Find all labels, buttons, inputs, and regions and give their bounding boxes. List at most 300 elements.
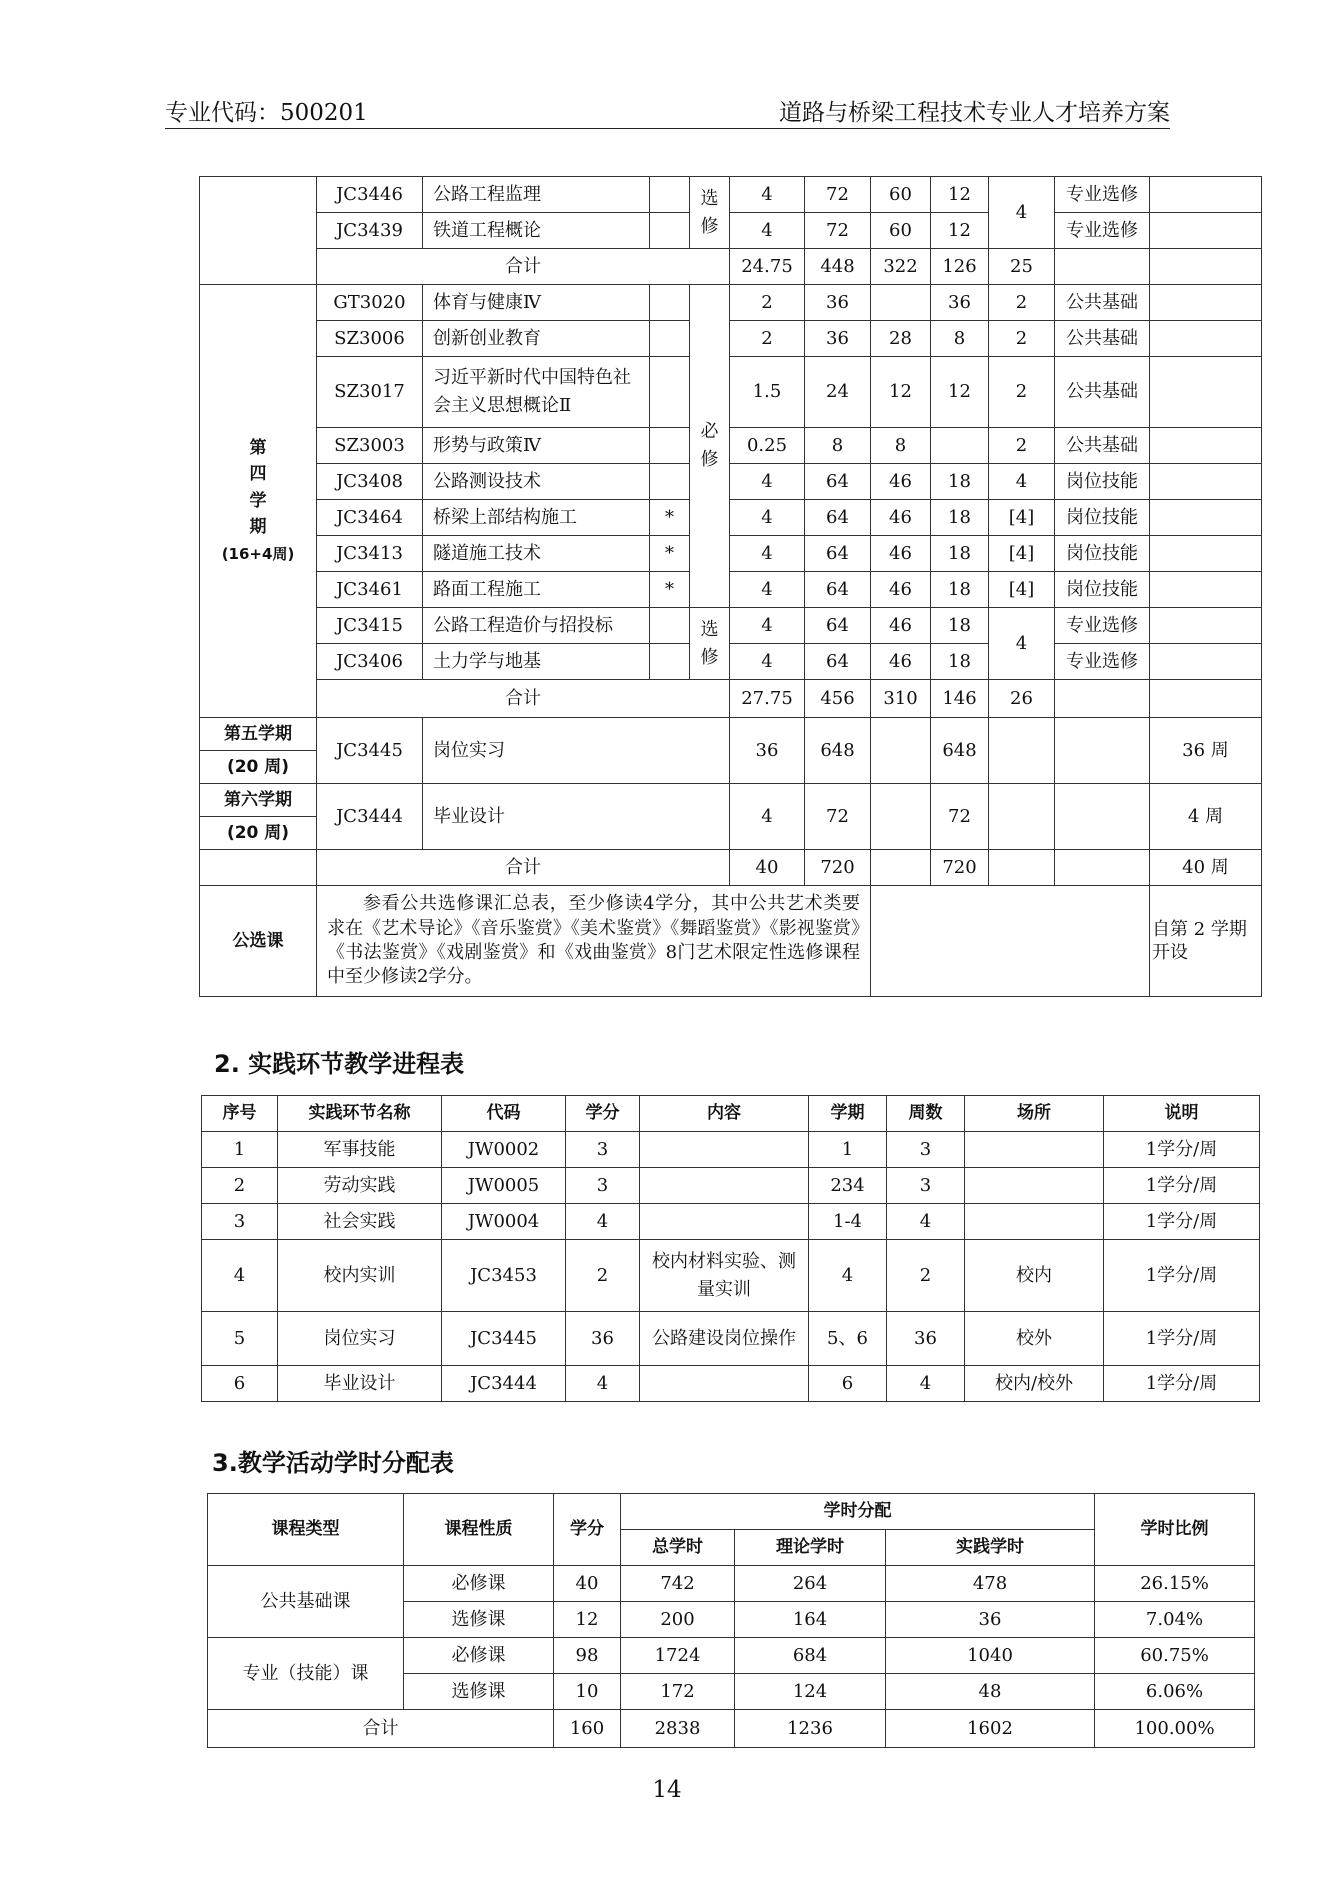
table-cell <box>200 850 317 886</box>
table-cell: 124 <box>735 1674 886 1710</box>
table-row <box>200 572 1262 608</box>
table-row <box>200 608 1262 644</box>
table-cell: 64 <box>805 536 871 572</box>
table-cell: 公路工程监理 <box>423 177 650 213</box>
table-cell: 2 <box>202 1168 278 1204</box>
table-cell: 专业选修 <box>1055 608 1150 644</box>
table-cell: 12 <box>871 357 931 428</box>
table-cell: 12 <box>931 177 989 213</box>
cell-text: 修 <box>700 215 719 237</box>
table-cell: JC3445 <box>317 718 423 784</box>
cell-text: 选 <box>700 187 719 209</box>
table-cell: 路面工程施工 <box>423 572 650 608</box>
table-cell: 26 <box>989 680 1055 718</box>
table-cell: 实践环节名称 <box>278 1096 442 1132</box>
table-cell: 26.15% <box>1095 1566 1255 1602</box>
page-header <box>165 94 1170 129</box>
table-cell: 18 <box>931 608 989 644</box>
table-cell <box>690 177 730 249</box>
table-cell: 校内材料实验、测量实训 <box>640 1240 809 1312</box>
table-cell: 18 <box>931 644 989 680</box>
table-cell: 684 <box>735 1638 886 1674</box>
table-cell <box>1150 285 1262 321</box>
table-cell: JC3408 <box>317 464 423 500</box>
table-cell: 实践学时 <box>886 1530 1095 1566</box>
table-cell: 军事技能 <box>278 1132 442 1168</box>
table-cell: 8 <box>871 428 931 464</box>
cell-text: 学 <box>249 490 267 511</box>
table-cell: 公路建设岗位操作 <box>640 1312 809 1366</box>
table-cell: JW0002 <box>442 1132 566 1168</box>
table-cell: [4] <box>989 536 1055 572</box>
table-cell: 64 <box>805 500 871 536</box>
table-cell: 合计 <box>317 680 730 718</box>
table-row <box>200 536 1262 572</box>
table-cell: 12 <box>931 357 989 428</box>
table-row <box>200 428 1262 464</box>
table-cell: 4 <box>989 608 1055 680</box>
table-cell: 校外 <box>965 1312 1104 1366</box>
table-cell: 习近平新时代中国特色社会主义思想概论Ⅱ <box>423 357 650 428</box>
table-cell <box>1150 428 1262 464</box>
table-row <box>202 1366 1260 1402</box>
table-cell: 1学分/周 <box>1104 1168 1260 1204</box>
table-cell <box>650 177 690 213</box>
table-cell: 648 <box>805 718 871 784</box>
table-row <box>200 644 1262 680</box>
table-row <box>202 1240 1260 1312</box>
table-cell: 合计 <box>208 1710 554 1748</box>
table-cell: 46 <box>871 608 931 644</box>
table-cell: 公选课 <box>200 886 317 997</box>
table-cell: 学时分配 <box>621 1494 1095 1530</box>
table-cell: 合计 <box>317 249 730 285</box>
table-cell: 公共基础 <box>1055 357 1150 428</box>
table-cell: 公路测设技术 <box>423 464 650 500</box>
table-cell <box>650 213 690 249</box>
table-header <box>202 1096 1260 1132</box>
table-cell: 校内实训 <box>278 1240 442 1312</box>
table-cell: 公共基础 <box>1055 321 1150 357</box>
table-cell <box>650 285 690 321</box>
table-cell: 6.06% <box>1095 1674 1255 1710</box>
semester-6-label: 第六学期 <box>200 784 317 817</box>
table-cell <box>871 718 931 784</box>
table-cell <box>650 428 690 464</box>
table-cell: 1.5 <box>730 357 805 428</box>
table-cell: [4] <box>989 572 1055 608</box>
table-cell: 场所 <box>965 1096 1104 1132</box>
table-cell <box>650 644 690 680</box>
table-cell <box>650 357 690 428</box>
table-cell: 4 <box>730 784 805 850</box>
table-cell: 27.75 <box>730 680 805 718</box>
subtotal-row <box>200 850 1262 886</box>
subtotal-row <box>200 680 1262 718</box>
table-cell: 专业选修 <box>1055 177 1150 213</box>
table-cell <box>650 321 690 357</box>
table-cell <box>640 1366 809 1402</box>
table-cell: 25 <box>989 249 1055 285</box>
subtotal-row <box>200 249 1262 285</box>
table-cell: JC3461 <box>317 572 423 608</box>
table-cell: 46 <box>871 536 931 572</box>
table-cell: 456 <box>805 680 871 718</box>
document-title: 道路与桥梁工程技术专业人才培养方案 <box>779 100 1170 126</box>
table-cell: 1236 <box>735 1710 886 1748</box>
semester-4-label <box>200 285 317 718</box>
table-cell: 公路工程造价与招投标 <box>423 608 650 644</box>
table-cell: 0.25 <box>730 428 805 464</box>
table-cell <box>931 428 989 464</box>
table-cell <box>989 718 1055 784</box>
table-cell: 课程类型 <box>208 1494 404 1566</box>
table-cell: 学期 <box>809 1096 887 1132</box>
table-cell: 毕业设计 <box>278 1366 442 1402</box>
table-cell: SZ3006 <box>317 321 423 357</box>
table-cell: 12 <box>931 213 989 249</box>
table-cell: 742 <box>621 1566 735 1602</box>
table-cell <box>690 608 730 680</box>
table-cell: 社会实践 <box>278 1204 442 1240</box>
table-cell: 总学时 <box>621 1530 735 1566</box>
table-cell: 4 <box>887 1366 965 1402</box>
table-cell: 8 <box>805 428 871 464</box>
cell-text: 第 <box>249 438 267 459</box>
table-cell: 36 <box>805 321 871 357</box>
table-cell: 6 <box>202 1366 278 1402</box>
table-cell: 铁道工程概论 <box>423 213 650 249</box>
table-cell: 4 <box>887 1204 965 1240</box>
table-row <box>200 718 1262 751</box>
table-cell: 专业选修 <box>1055 644 1150 680</box>
table-cell: 说明 <box>1104 1096 1260 1132</box>
table-row <box>200 357 1262 428</box>
table-cell: SZ3017 <box>317 357 423 428</box>
table-cell: 1040 <box>886 1638 1095 1674</box>
table-cell: 40 <box>554 1566 621 1602</box>
table-cell: 学分 <box>566 1096 640 1132</box>
table-cell: 1学分/周 <box>1104 1240 1260 1312</box>
table-cell: 岗位技能 <box>1055 464 1150 500</box>
table-cell: 岗位技能 <box>1055 536 1150 572</box>
table-cell: 4 <box>566 1366 640 1402</box>
table-cell: JW0004 <box>442 1204 566 1240</box>
table-cell: 岗位实习 <box>278 1312 442 1366</box>
table-cell: 72 <box>805 213 871 249</box>
table-cell: 5、6 <box>809 1312 887 1366</box>
table-cell: 18 <box>931 536 989 572</box>
table-cell: 4 <box>730 644 805 680</box>
table-cell: 36 <box>805 285 871 321</box>
table-cell: 创新创业教育 <box>423 321 650 357</box>
table-cell: 1学分/周 <box>1104 1366 1260 1402</box>
table-cell: 1学分/周 <box>1104 1132 1260 1168</box>
practice-schedule-table <box>201 1095 1260 1402</box>
table-cell: 18 <box>931 572 989 608</box>
table-cell: 校内 <box>965 1240 1104 1312</box>
table-cell: 4 <box>730 536 805 572</box>
table-cell: 2838 <box>621 1710 735 1748</box>
table-cell: JC3444 <box>317 784 423 850</box>
table-cell: 160 <box>554 1710 621 1748</box>
table-cell: 专业选修 <box>1055 213 1150 249</box>
table-cell: 1602 <box>886 1710 1095 1748</box>
table-cell: 劳动实践 <box>278 1168 442 1204</box>
table-cell: 3 <box>566 1168 640 1204</box>
table-cell: 18 <box>931 500 989 536</box>
table-cell: * <box>650 500 690 536</box>
table-cell: 46 <box>871 464 931 500</box>
table-cell: 公共基础 <box>1055 285 1150 321</box>
table-cell: 64 <box>805 608 871 644</box>
table-cell: 264 <box>735 1566 886 1602</box>
table-cell: 必修课 <box>404 1566 554 1602</box>
table-cell <box>650 608 690 644</box>
table-cell: JC3439 <box>317 213 423 249</box>
table-cell: 学时比例 <box>1095 1494 1255 1566</box>
table-cell: 478 <box>886 1566 1095 1602</box>
table-cell <box>1150 644 1262 680</box>
table-cell: 60 <box>871 177 931 213</box>
table-cell: 2 <box>887 1240 965 1312</box>
table-cell: 合计 <box>317 850 730 886</box>
cell-text: 期 <box>249 517 267 538</box>
table-cell: JC3445 <box>442 1312 566 1366</box>
table-cell: 2 <box>730 285 805 321</box>
table-cell: JC3464 <box>317 500 423 536</box>
table-cell: 36 周 <box>1150 718 1262 784</box>
table-cell: 5 <box>202 1312 278 1366</box>
table-cell <box>871 886 1150 997</box>
table-cell: 8 <box>931 321 989 357</box>
table-row <box>208 1566 1255 1602</box>
cell-text: (16+4周) <box>221 544 295 563</box>
table-cell: 2 <box>730 321 805 357</box>
table-cell: 4 <box>730 608 805 644</box>
table-cell: 岗位实习 <box>423 718 730 784</box>
table-cell <box>871 850 931 886</box>
table-row <box>202 1132 1260 1168</box>
table-cell: 720 <box>931 850 989 886</box>
table-cell: 4 <box>730 177 805 213</box>
table-cell: JC3415 <box>317 608 423 644</box>
table-cell: 1-4 <box>809 1204 887 1240</box>
table-cell <box>989 850 1055 886</box>
semester-5-label: 第五学期 <box>200 718 317 751</box>
table-row <box>200 500 1262 536</box>
table-cell: 46 <box>871 572 931 608</box>
table-cell: 公共基础 <box>1055 428 1150 464</box>
table-cell: 2 <box>566 1240 640 1312</box>
table-cell: 126 <box>931 249 989 285</box>
table-cell: 310 <box>871 680 931 718</box>
table-cell: 3 <box>202 1204 278 1240</box>
table-cell: 4 周 <box>1150 784 1262 850</box>
table-cell: JC3444 <box>442 1366 566 1402</box>
table-cell: 序号 <box>202 1096 278 1132</box>
table-cell: 1 <box>809 1132 887 1168</box>
table-cell <box>965 1132 1104 1168</box>
table-cell: 72 <box>805 177 871 213</box>
table-cell: 234 <box>809 1168 887 1204</box>
table-cell: 岗位技能 <box>1055 500 1150 536</box>
table-cell: 4 <box>989 177 1055 249</box>
table-cell: 公共基础课 <box>208 1566 404 1638</box>
table-cell: 1学分/周 <box>1104 1312 1260 1366</box>
table-cell: 36 <box>886 1602 1095 1638</box>
table-cell: 322 <box>871 249 931 285</box>
table-cell <box>989 784 1055 850</box>
table-cell: 2 <box>989 321 1055 357</box>
table-cell: 理论学时 <box>735 1530 886 1566</box>
table-cell: 72 <box>805 784 871 850</box>
hours-allocation-table <box>207 1493 1255 1748</box>
table-cell: JC3446 <box>317 177 423 213</box>
public-elective-description: 参看公共选修课汇总表，至少修读4学分，其中公共艺术类要求在《艺术导论》《音乐鉴赏》《美术鉴赏》《舞蹈鉴赏》《影视鉴赏》《书法鉴赏》《戏剧鉴赏》和《戏曲鉴赏》8门艺术限定性选修课程中至少修读2学分。 <box>317 886 871 997</box>
table-cell: 2 <box>989 428 1055 464</box>
table-cell: 隧道施工技术 <box>423 536 650 572</box>
table-cell: 周数 <box>887 1096 965 1132</box>
table-cell: 64 <box>805 464 871 500</box>
table-cell: (20 周) <box>200 817 317 850</box>
table-cell: * <box>650 572 690 608</box>
major-code: 专业代码：500201 <box>165 100 368 126</box>
cell-text: 必 <box>700 421 719 443</box>
table-cell <box>640 1168 809 1204</box>
table-cell: 72 <box>931 784 989 850</box>
table-cell: 200 <box>621 1602 735 1638</box>
table-cell: 体育与健康Ⅳ <box>423 285 650 321</box>
table-cell: 自第 2 学期开设 <box>1150 886 1262 997</box>
table-cell: 3 <box>887 1132 965 1168</box>
table-cell: 4 <box>730 500 805 536</box>
table-cell: 代码 <box>442 1096 566 1132</box>
table-cell: 648 <box>931 718 989 784</box>
table-cell: 土力学与地基 <box>423 644 650 680</box>
table-cell: 3 <box>566 1132 640 1168</box>
table-cell: 12 <box>554 1602 621 1638</box>
table-cell: 学分 <box>554 1494 621 1566</box>
page-number: 14 <box>652 1777 682 1803</box>
total-row <box>208 1710 1255 1748</box>
table-cell: 4 <box>989 464 1055 500</box>
table-row <box>202 1204 1260 1240</box>
table-cell: 28 <box>871 321 931 357</box>
table-cell: 必修课 <box>404 1638 554 1674</box>
table-cell: 46 <box>871 500 931 536</box>
table-cell: 课程性质 <box>404 1494 554 1566</box>
table-row <box>200 464 1262 500</box>
table-cell: 选修课 <box>404 1602 554 1638</box>
table-cell: 40 周 <box>1150 850 1262 886</box>
table-cell <box>1150 464 1262 500</box>
table-cell <box>1150 680 1262 718</box>
table-cell: 10 <box>554 1674 621 1710</box>
table-cell: 4 <box>730 464 805 500</box>
table-cell: (20 周) <box>200 751 317 784</box>
table-cell <box>1055 249 1150 285</box>
table-cell: 内容 <box>640 1096 809 1132</box>
table-cell: 形势与政策Ⅳ <box>423 428 650 464</box>
cell-text: 修 <box>700 449 719 470</box>
table-cell <box>871 285 931 321</box>
public-elective-row <box>200 886 1262 997</box>
table-cell <box>690 285 730 608</box>
cell-text: 选 <box>700 618 719 640</box>
table-cell: 3 <box>887 1168 965 1204</box>
section-title-practice: 2. 实践环节教学进程表 <box>214 1050 465 1078</box>
table-cell: 校内/校外 <box>965 1366 1104 1402</box>
table-cell: 18 <box>931 464 989 500</box>
table-cell <box>1150 500 1262 536</box>
table-cell <box>200 177 317 285</box>
table-cell: 1724 <box>621 1638 735 1674</box>
table-cell: 1 <box>202 1132 278 1168</box>
table-cell: 桥梁上部结构施工 <box>423 500 650 536</box>
table-cell <box>640 1204 809 1240</box>
table-cell <box>1150 321 1262 357</box>
table-cell: 36 <box>931 285 989 321</box>
table-cell: 专业（技能）课 <box>208 1638 404 1710</box>
table-row <box>202 1312 1260 1366</box>
table-cell: 24 <box>805 357 871 428</box>
table-cell: 60.75% <box>1095 1638 1255 1674</box>
table-cell: 64 <box>805 572 871 608</box>
table-cell: [4] <box>989 500 1055 536</box>
table-cell <box>1150 177 1262 213</box>
table-row <box>200 177 1262 213</box>
table-cell: JC3453 <box>442 1240 566 1312</box>
table-cell <box>1055 850 1150 886</box>
table-cell <box>871 784 931 850</box>
table-cell: 40 <box>730 850 805 886</box>
table-cell: 2 <box>989 285 1055 321</box>
cell-text: 修 <box>700 646 719 668</box>
table-cell: 4 <box>202 1240 278 1312</box>
table-header <box>208 1494 1255 1530</box>
table-cell <box>650 464 690 500</box>
table-cell: 24.75 <box>730 249 805 285</box>
table-cell: 4 <box>809 1240 887 1312</box>
section-title-hours: 3.教学活动学时分配表 <box>212 1449 454 1477</box>
table-row <box>202 1168 1260 1204</box>
table-cell: JC3413 <box>317 536 423 572</box>
table-cell: 60 <box>871 213 931 249</box>
table-cell: 选修课 <box>404 1674 554 1710</box>
table-cell: 4 <box>730 213 805 249</box>
table-cell <box>1150 213 1262 249</box>
table-cell: JC3406 <box>317 644 423 680</box>
table-cell <box>1150 536 1262 572</box>
table-cell: SZ3003 <box>317 428 423 464</box>
table-cell: 164 <box>735 1602 886 1638</box>
table-cell: GT3020 <box>317 285 423 321</box>
table-cell <box>1150 249 1262 285</box>
table-cell: 64 <box>805 644 871 680</box>
table-cell <box>1150 608 1262 644</box>
table-cell: 4 <box>566 1204 640 1240</box>
table-row <box>200 285 1262 321</box>
table-cell: 岗位技能 <box>1055 572 1150 608</box>
table-cell: 448 <box>805 249 871 285</box>
cell-text: 四 <box>249 464 267 485</box>
table-cell: 36 <box>730 718 805 784</box>
table-cell <box>1055 680 1150 718</box>
table-cell <box>965 1204 1104 1240</box>
table-row <box>200 213 1262 249</box>
table-cell: 毕业设计 <box>423 784 730 850</box>
